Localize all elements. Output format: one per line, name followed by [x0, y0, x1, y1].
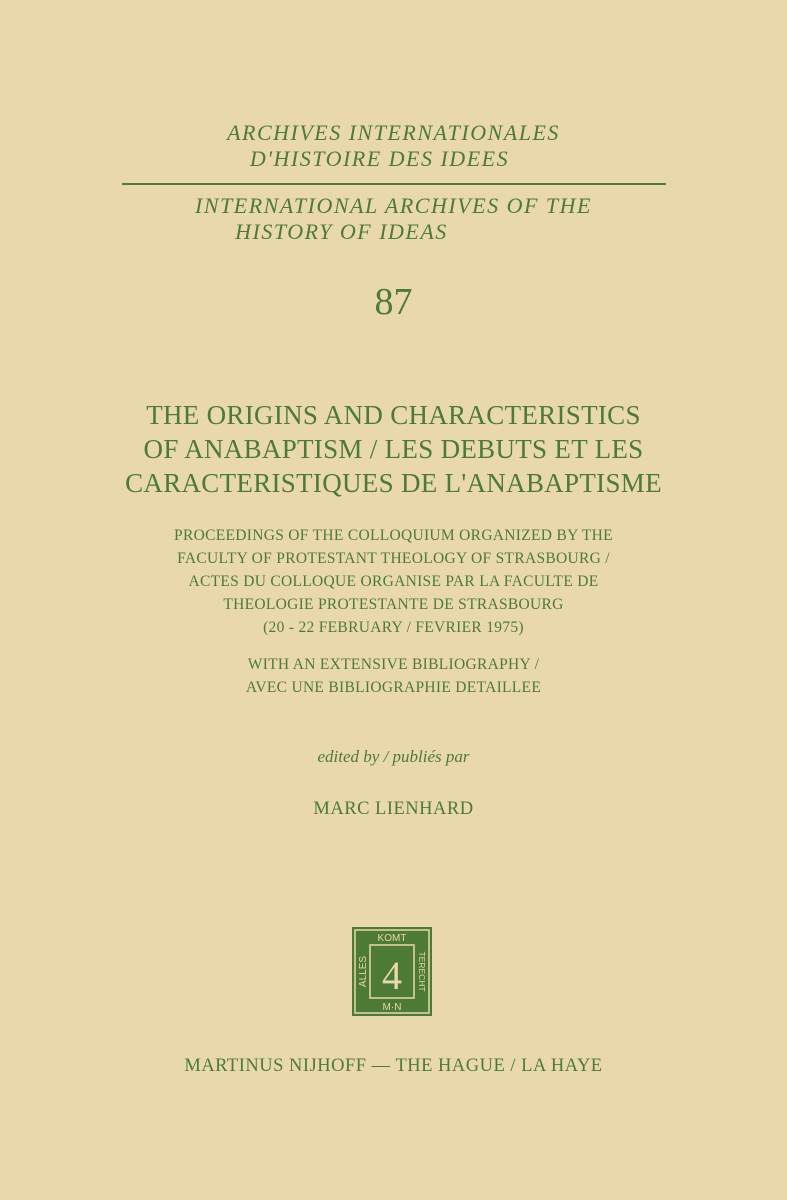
series-divider	[122, 183, 666, 185]
edited-by-label: edited by / publiés par	[317, 747, 470, 766]
emblem-text-left: ALLES	[358, 955, 369, 988]
bibliography-note-line1: WITH AN EXTENSIVE BIBLIOGRAPHY /	[247, 656, 540, 673]
publisher-emblem-icon	[352, 927, 432, 1016]
editor-name: MARC LIENHARD	[313, 799, 474, 819]
series-title-english-line2: HISTORY OF IDEAS	[235, 219, 448, 244]
subtitle-dates: (20 - 22 FEBRUARY / FEVRIER 1975)	[263, 619, 524, 636]
emblem-text-bottom: M·N	[382, 1002, 402, 1013]
bibliography-note-line2: AVEC UNE BIBLIOGRAPHIE DETAILLEE	[245, 679, 542, 696]
series-title-french-line1: ARCHIVES INTERNATIONALES	[227, 120, 560, 145]
emblem-text-right: TERECHT	[417, 951, 427, 992]
publisher-imprint: MARTINUS NIJHOFF — THE HAGUE / LA HAYE	[184, 1056, 603, 1076]
subtitle-line2: FACULTY OF PROTESTANT THEOLOGY OF STRASBOURG /	[177, 550, 610, 567]
book-title-line1: THE ORIGINS AND CHARACTERISTICS	[146, 400, 641, 430]
book-title-line2: OF ANABAPTISM / LES DEBUTS ET LES	[143, 434, 644, 464]
book-title-line3: CARACTERISTIQUES DE L'ANABAPTISME	[125, 468, 662, 498]
subtitle-line1: PROCEEDINGS OF THE COLLOQUIUM ORGANIZED BY THE	[174, 527, 613, 544]
emblem-center-numeral: 4	[382, 953, 402, 998]
series-title-english-line1: INTERNATIONAL ARCHIVES OF THE	[195, 193, 592, 218]
series-title-french-line2: D'HISTOIRE DES IDEES	[249, 146, 510, 171]
emblem-text-top: KOMT	[377, 933, 407, 944]
subtitle-line3: ACTES DU COLLOQUE ORGANISE PAR LA FACULTE DE	[188, 573, 599, 590]
subtitle-line4: THEOLOGIE PROTESTANTE DE STRASBOURG	[223, 596, 564, 613]
volume-number: 87	[374, 281, 413, 323]
